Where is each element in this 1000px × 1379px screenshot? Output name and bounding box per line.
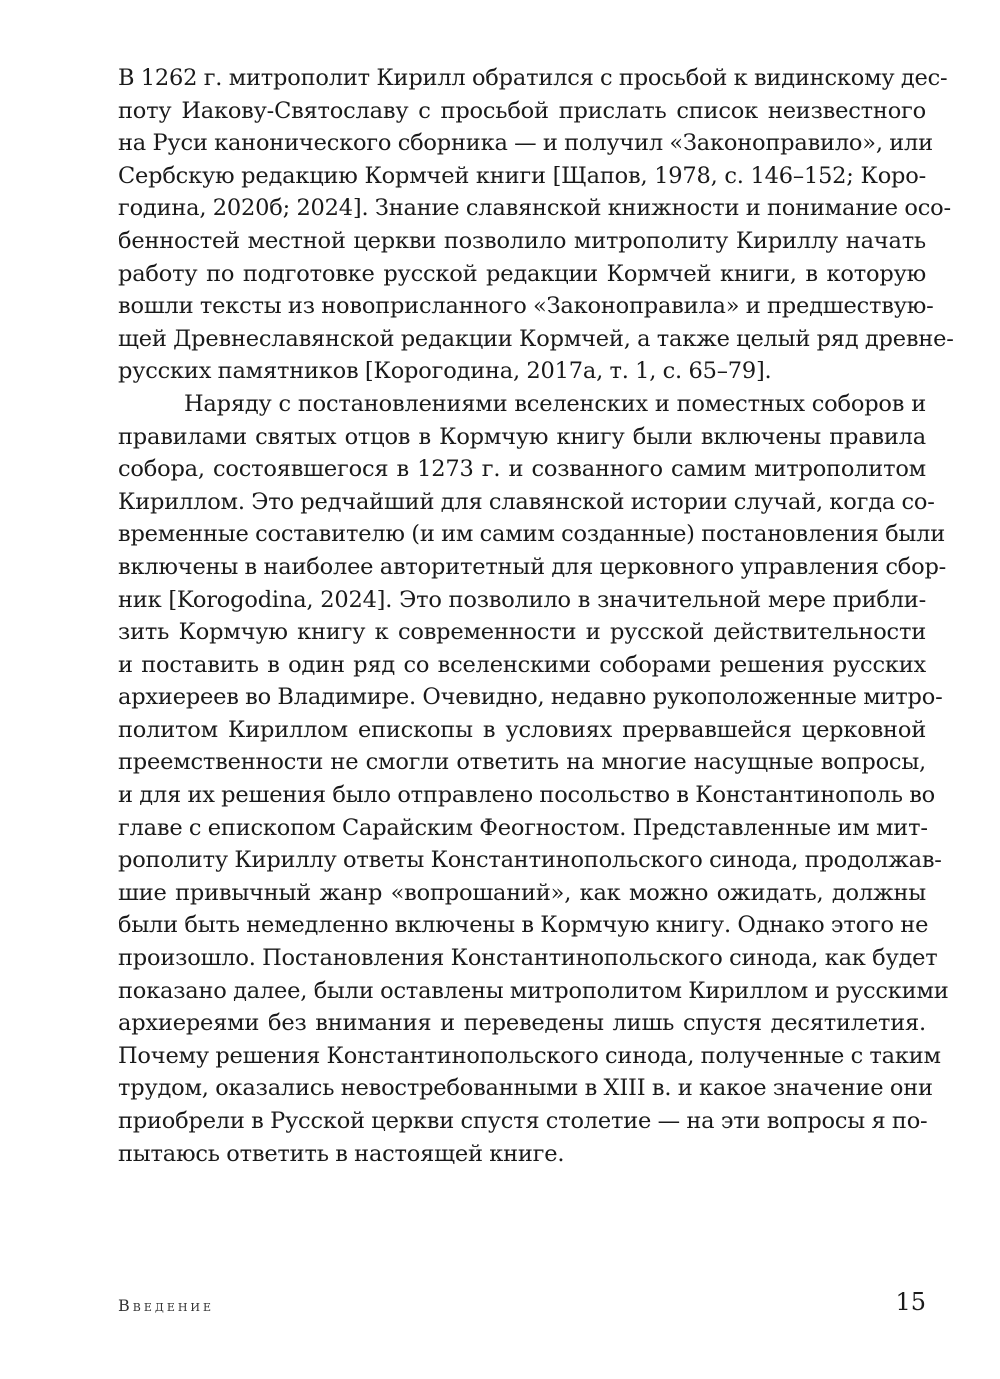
text-line: собора, состоявшегося в 1273 г. и созванного самим митрополитом <box>118 456 926 483</box>
page-number: 15 <box>895 1288 926 1316</box>
text-line: политом Кириллом епископы в условиях прервавшейся церковной <box>118 716 926 743</box>
text-line: зить Кормчую книгу к современности и русской действительности <box>118 619 926 646</box>
text-line: архиереев во Владимире. Очевидно, недавно рукоположенные митро- <box>118 684 943 711</box>
text-line: русских памятников [Корогодина, 2017а, т. 1, с. 65–79]. <box>118 358 772 385</box>
text-line: шие привычный жанр «вопрошаний», как можно ожидать, должны <box>118 879 926 906</box>
text-line: година, 2020б; 2024]. Знание славянской книжности и понимание осо- <box>118 195 951 222</box>
text-line: ник [Korogodina, 2024]. Это позволило в значительной мере прибли- <box>118 586 926 613</box>
text-line: Наряду с постановлениями вселенских и поместных соборов и <box>184 390 926 417</box>
text-line: преемственности не смогли ответить на многие насущные вопросы, <box>118 749 926 776</box>
running-title: Введение <box>118 1296 215 1315</box>
text-line: вошли тексты из новоприсланного «Законоправила» и предшествую- <box>118 293 934 320</box>
text-line: были быть немедленно включены в Кормчую книгу. Однако этого не <box>118 912 929 939</box>
text-line: показано далее, были оставлены митрополитом Кириллом и русскими <box>118 977 949 1004</box>
text-line: Сербскую редакцию Кормчей книги [Щапов, 1978, с. 146–152; Коро- <box>118 162 926 189</box>
text-line: В 1262 г. митрополит Кирилл обратился с просьбой к видинскому дес- <box>118 65 948 91</box>
text-line: временные составителю (и им самим созданные) постановления были <box>118 521 946 548</box>
text-line: приобрели в Русской церкви спустя столетие — на эти вопросы я по- <box>118 1108 928 1134</box>
text-line: трудом, оказались невостребованными в XIII в. и какое значение они <box>118 1075 933 1102</box>
text-line: рополиту Кириллу ответы Константинопольского синода, продолжав- <box>118 847 942 874</box>
text-line: правилами святых отцов в Кормчую книгу были включены правила <box>118 423 926 450</box>
text-line: Почему решения Константинопольского синода, полученные с таким <box>118 1042 941 1069</box>
text-line: главе с епископом Сарайским Феогностом. Представленные им мит- <box>118 814 928 841</box>
text-line: и поставить в один ряд со вселенскими соборами решения русских <box>118 651 926 678</box>
text-line: Кириллом. Это редчайший для славянской истории случай, когда со- <box>118 488 935 515</box>
text-line: поту Иакову-Святославу с просьбой прислать список неизвестного <box>118 97 926 124</box>
text-line: архиереями без внимания и переведены лишь спустя десятилетия. <box>118 1010 926 1037</box>
text-line: работу по подготовке русской редакции Кормчей книги, в которую <box>118 260 926 287</box>
page-body <box>118 62 954 1170</box>
text-line: и для их решения было отправлено посольство в Константинополь во <box>118 782 936 809</box>
paragraph-2 <box>118 388 949 1170</box>
text-line: щей Древнеславянской редакции Кормчей, а также целый ряд древне- <box>118 325 954 352</box>
text-line: включены в наиболее авторитетный для церковного управления сбор- <box>118 553 947 580</box>
text-line: пытаюсь ответить в настоящей книге. <box>118 1140 565 1167</box>
paragraph-1 <box>118 62 954 388</box>
text-line: произошло. Постановления Константинопольского синода, как будет <box>118 945 938 972</box>
text-line: бенностей местной церкви позволило митрополиту Кириллу начать <box>118 227 926 254</box>
text-line: на Руси канонического сборника — и получил «Законоправило», или <box>118 130 933 157</box>
